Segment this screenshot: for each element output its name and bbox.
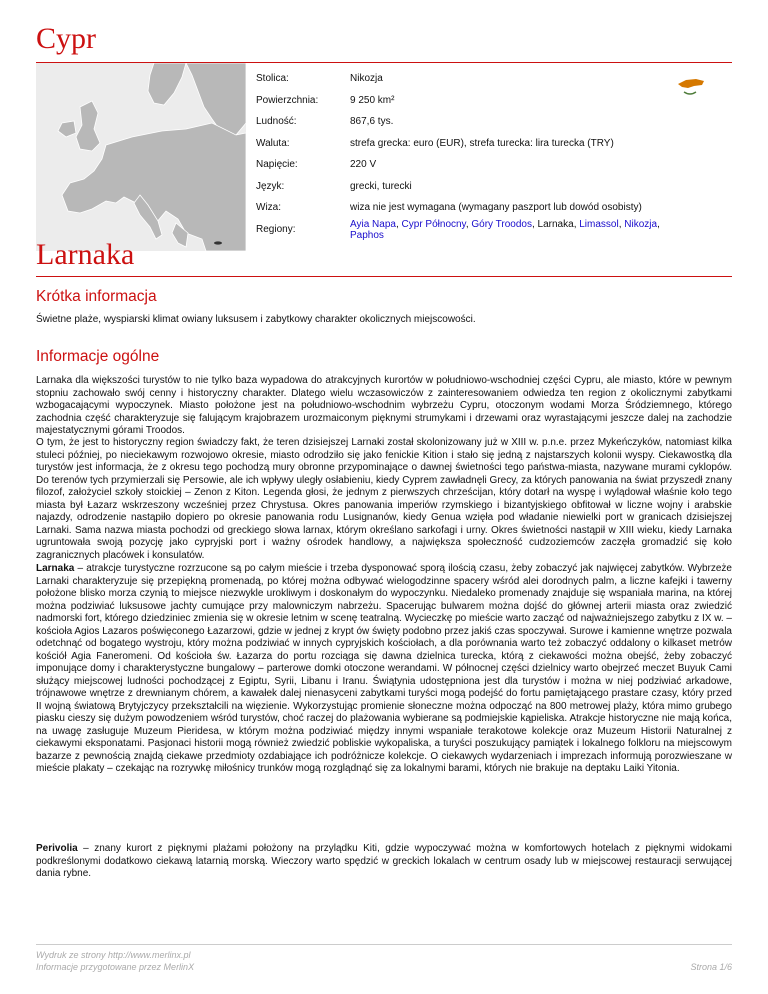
- country-title: Cypr: [36, 22, 96, 55]
- fact-row: [252, 154, 672, 176]
- fact-key: Język:: [256, 180, 285, 192]
- fact-row-regions: [252, 219, 672, 241]
- fact-key: Wiza:: [256, 202, 281, 214]
- fact-key: Waluta:: [256, 137, 290, 149]
- europe-map: [36, 63, 246, 251]
- region-link[interactable]: Cypr Północny: [401, 218, 466, 230]
- fact-value: Nikozja: [350, 73, 383, 85]
- fact-key: Powierzchnia:: [256, 94, 319, 106]
- fact-row: [252, 68, 672, 90]
- fact-value: 9 250 km²: [350, 94, 395, 106]
- general-info-paragraph: Larnaka dla większości turystów to nie tylko baza wypadowa do atrakcyjnych kurortów w południowo-wschodniej części Cypru, ale miasto, które w pewnym stopniu zachowało swój cenny i historyczny charakter. Dlatego wielu wczasowiczów z zainteresowaniem odwiedza ten region z okolicznymi zabytkami wzbogacającymi wypoczynek. Miasto położone jest na południowo-wschodnim wybrzeżu Cypru, otoczonym wodami Morza Śródziemnego, którego zachodnia część charakteryzuje się falującym krajobrazem urozmaiconym pięknymi strumykami i drzewami oraz wyrastającymi jeszcze dalej na zachodzie majestatycznymi górami Troodos.: [36, 375, 732, 436]
- region-link[interactable]: Paphos: [350, 229, 384, 241]
- fact-key: Ludność:: [256, 116, 297, 128]
- fact-value: strefa grecka: euro (EUR), strefa turecka: lira turecka (TRY): [350, 137, 614, 149]
- fact-key: Napięcie:: [256, 159, 298, 171]
- footer-divider: [36, 944, 732, 945]
- country-facts-table: [252, 68, 672, 241]
- general-info-paragraph: Perivolia – znany kurort z pięknymi plażami położony na przylądku Kiti, gdzie wypoczywać można w komfortowych hotelach z pięknymi widokami podkreślonymi dodatkowo ciekawą latarnią morską. Wieczory warto spędzić w greckich lokalach w centrum osady lub w miejscowej restauracji serwującej dania rybne.: [36, 843, 732, 879]
- general-info-heading: Informacje ogólne: [36, 348, 160, 365]
- paragraph-lead: Larnaka: [36, 563, 75, 574]
- region-current: Larnaka: [537, 218, 574, 230]
- fact-row: [252, 111, 672, 133]
- general-info-paragraph: Larnaka – atrakcje turystyczne rozrzucone są po całym mieście i trzeba dysponować sporą ilością czasu, żeby zobaczyć jak najwięcej zabytków. Wybrzeże Larnaki charakteryzuje się przepiękną promenadą, po której można odbywać wielogodzinne spacery wśród alei dorodnych palm, a liczne kafejki i tawerny położone blisko morza czynią to miejsce niezwykle urokliwym i doskonałym do wypoczynku. Niedaleko promenady znajduje się wspaniała marina, na której można podziwiać luksusowe jachty cumujące przy malowniczym nabrzeżu. Spacerując bulwarem można dojść do głównej arterii miasta oraz zwiedzić nadmorski fort, którego dziedziniec zmienia się w okresie letnim w scenę teatralną. Wycieczkę po mieście warto zacząć od najważniejszego zabytku z IX w. – kościoła Agios Lazaros poświęconego Łazarzowi, gdzie w jednej z krypt ów święty podobno przez jakiś czas spoczywał. Surowe i kamienne wnętrze pozwala odetchnąć od bogatego wystroju, który można podziwiać w innych cypryjskich kościołach, a dla porównania warto też zobaczyć oddalony o kilkaset metrów kościół Agia Faneromeni. Od kościoła św. Łazarza do portu rozciąga się dawna dzielnica turecka, którą z ciekawości można obejść, żeby zobaczyć imponujące domy i charakterystyczne bungalowy – parterowe domki otoczone werandami. W północnej części dzielnicy warto obejrzeć meczet Buyuk Cami służący miejscowej ludności pochodzącej z Egiptu, Syrii, Libanu i Iranu. Świątynia udostępniona jest dla turystów i można w niej podziwiać arkadowe, trójnawowe wnętrze z drewnianym chórem, a kawałek dalej nienasyceni zabytkami turyści mogą podejść do fortu pamiętającego prastare czasy, który przed II wojną światową Brytyjczycy przekształcili na więzienie. Wykorzystując promienie słoneczne można odpocząć na 800 metrowej plaży, która mimo grubego piasku cieszy się dużym powodzeniem wśród turystów, choć raczej do plażowania wybierane są podmiejskie kąpieliska. Atrakcje historyczne nie mają końca, na uwagę zasługuje Muzeum Pieridesa, w którym można podziwiać między innymi wspaniałe terakotowe kolekcje oraz Muzeum Historii Naturalnej z ciekawymi eksponatami. Pasjonaci historii mogą również zwiedzić pobliskie wykopaliska, a turyści poszukujący pamiątek i lokalnego folkloru na miejscowym bazarze z pewnością znajdą ciekawe przedmioty ozdabiające ich podróżnicze kolekcje. O ciekawych wydarzeniach i imprezach informują porozwieszane w mieście plakaty – czekając na rozrywkę miłośnicy trunków mogą rozglądnąć się za lokalnymi barami, których nie brakuje na deptaku Laiki Yitonia.: [36, 563, 732, 774]
- fact-row: [252, 133, 672, 155]
- fact-row: [252, 176, 672, 198]
- fact-row: [252, 197, 672, 219]
- fact-key: Regiony:: [256, 224, 296, 235]
- fact-value: 220 V: [350, 159, 377, 171]
- city-title: Larnaka: [36, 238, 135, 271]
- footer-source: Wydruk ze strony http://www.merlinx.pl: [36, 950, 191, 960]
- regions-list: Ayia Napa, Cypr Północny, Góry Troodos, Larnaka, Limassol, Nikozja, Paphos: [350, 218, 660, 241]
- region-link[interactable]: Nikozja: [624, 218, 658, 230]
- footer-credit: Informacje przygotowane przez MerlinX: [36, 962, 195, 972]
- region-link[interactable]: Góry Troodos: [471, 218, 532, 230]
- paragraph-lead: Perivolia: [36, 843, 78, 854]
- fact-value: wiza nie jest wymagana (wymagany paszport lub dowód osobisty): [350, 202, 642, 214]
- fact-key: Stolica:: [256, 73, 289, 85]
- general-info-paragraph: O tym, że jest to historyczny region świadczy fakt, że teren dzisiejszej Larnaki został skolonizowany już w XIII w. p.n.e. przez Mykeńczyków, natomiast kilka stuleci później, po nieciekawym rozwojowo okresie, miasto odrodziło się jako fenickie Kition i stało się jedną z najstarszych kolonii wyspy. Ciekawostką dla turystów jest informacja, że z okresu tego pochodzą mury obronne przypominające o dawnej świetności tego państwa-miasta, nazywane murami cyklopów. Do terenów tych przymierzali się Persowie, ale ich wpływy uległy osłabieniu, kiedy Cyprem zawładnęli Grecy, za których panowania na świat przyszedł znany filozof, założyciel szkoły stoickiej – Zenon z Kiton. Legenda głosi, że jednym z pierwszych chrześcijan, który dotarł na wyspę i wylądował właśnie koło tego miasta był Łazarz wskrzeszony wcześniej przez Chrystusa. Okres panowania imperiów rzymskiego i bizantyjskiego obfitował w liczne wojny i arabskie najazdy, odrodzenie nastąpiło dopiero po okresie panowania rodu Lusignanów, kiedy Genua wzięła pod władanie niewielki port w granicach dzisiejszej Larnaki. Sama nazwa miasta pochodzi od greckiego słowa larnax, którym określano sarkofagi i urny. Okres świetności nastąpił w XIII wieku, kiedy Larnaka ugruntowała swoją pozycję jako cypryjski port i ważny ośrodek handlowy, a największa społeczność cudzoziemców zaczęła gromadzić się koło zagranicznych placówek i konsulatów.: [36, 437, 732, 561]
- region-link[interactable]: Ayia Napa: [350, 218, 396, 230]
- fact-value: grecki, turecki: [350, 180, 412, 192]
- region-link[interactable]: Limassol: [579, 218, 619, 230]
- fact-row: [252, 90, 672, 112]
- page-number: Strona 1/6: [690, 962, 732, 972]
- fact-value: 867,6 tys.: [350, 116, 394, 128]
- short-info-text: Świetne plaże, wyspiarski klimat owiany luksusem i zabytkowy charakter okolicznych miejscowości.: [36, 314, 476, 325]
- city-divider: [36, 276, 732, 277]
- short-info-heading: Krótka informacja: [36, 288, 157, 305]
